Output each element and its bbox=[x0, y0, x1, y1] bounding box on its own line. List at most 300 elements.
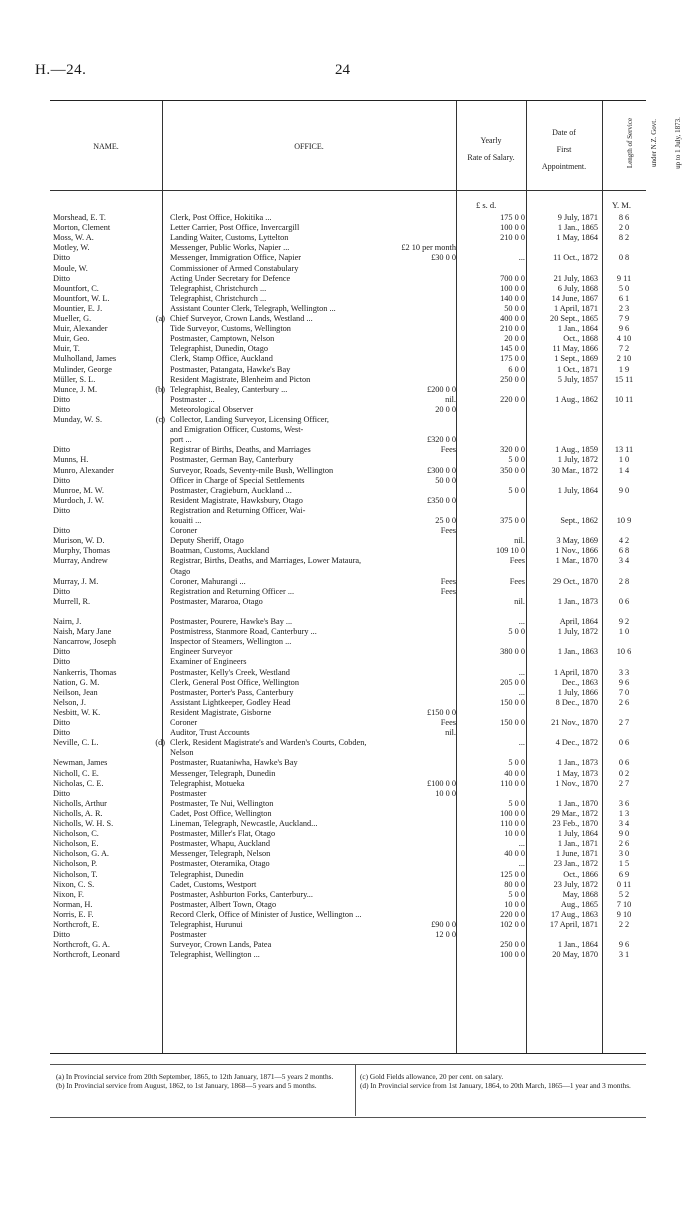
row-date: 1 April, 1870 bbox=[553, 667, 598, 677]
row-name: Nicholls, A. R. bbox=[53, 808, 103, 818]
row-office: Postmaster ... bbox=[170, 394, 215, 404]
row-length: 7 10 bbox=[616, 899, 632, 909]
row-salary: 40 0 0 bbox=[504, 768, 525, 778]
row-date: 4 Dec., 1872 bbox=[555, 738, 598, 748]
row-salary: 5 0 0 bbox=[508, 758, 525, 768]
row-salary: 380 0 0 bbox=[500, 647, 525, 657]
row-length: 1 0 bbox=[618, 627, 630, 637]
row-length: 1 4 bbox=[618, 465, 630, 475]
row-length: 8 2 bbox=[618, 233, 630, 243]
column-header-salary-line2: Rate of Salary. bbox=[467, 153, 515, 162]
row-office-amount: Fees bbox=[440, 576, 456, 586]
row-length: 0 8 bbox=[618, 253, 630, 263]
row-salary: 5 0 0 bbox=[508, 455, 525, 465]
row-length: 2 8 bbox=[618, 576, 630, 586]
row-office: kouaiti ... bbox=[170, 516, 202, 525]
row-length: 8 6 bbox=[618, 213, 630, 222]
row-office: Messenger, Immigration Office, Napier bbox=[170, 253, 302, 263]
row-name: Murphy, Thomas bbox=[53, 546, 110, 556]
row-name: Nesbitt, W. K. bbox=[53, 707, 101, 717]
row-office: Registration and Returning Officer, Wai- bbox=[170, 505, 306, 515]
row-salary: 50 0 0 bbox=[504, 303, 525, 313]
row-office: Cadet, Customs, Westport bbox=[170, 879, 257, 889]
row-office-amount: nil. bbox=[445, 394, 456, 404]
row-office: Postmaster, Patangata, Hawke's Bay bbox=[170, 364, 291, 374]
row-date: 1 Jan., 1873 bbox=[557, 758, 598, 768]
row-office-amount: Fees bbox=[440, 718, 456, 727]
row-length: 6 8 bbox=[618, 546, 630, 556]
row-salary: 175 0 0 bbox=[500, 354, 525, 364]
row-name: Morshead, E. T. bbox=[53, 213, 106, 222]
row-office: Postmaster, Oteramika, Otago bbox=[170, 859, 270, 869]
row-length: 5 0 bbox=[618, 283, 630, 293]
row-name: Nicholas, C. E. bbox=[53, 778, 104, 788]
row-office: Record Clerk, Office of Minister of Justice, Wellington ... bbox=[170, 909, 362, 919]
row-salary: 100 0 0 bbox=[500, 223, 525, 233]
row-name: Munce, J. M. bbox=[53, 384, 98, 394]
row-date: Oct., 1866 bbox=[563, 869, 598, 879]
row-salary: 5 0 0 bbox=[508, 627, 525, 637]
row-name: Murdoch, J. W. bbox=[53, 495, 104, 505]
row-salary: Fees bbox=[509, 576, 525, 586]
length-units: Y. M. bbox=[612, 200, 631, 210]
row-salary: 175 0 0 bbox=[500, 213, 525, 222]
row-name: Northcroft, E. bbox=[53, 920, 100, 929]
row-name: Murison, W. D. bbox=[53, 536, 105, 546]
row-length: 2 2 bbox=[618, 920, 630, 929]
row-name: Ditto bbox=[53, 657, 71, 667]
row-office: Telegraphist, Bealey, Canterbury ... bbox=[170, 384, 288, 394]
row-office: Telegraphist, Christchurch ... bbox=[170, 283, 267, 293]
row-office: Postmaster, Ashburton Forks, Canterbury... bbox=[170, 889, 313, 899]
row-office: Letter Carrier, Post Office, Invercargill bbox=[170, 223, 300, 233]
row-office: Telegraphist, Christchurch ... bbox=[170, 293, 267, 303]
row-office-amount: Fees bbox=[440, 586, 456, 596]
row-date: 23 July, 1872 bbox=[553, 879, 598, 889]
row-name: Mountier, E. J. bbox=[53, 303, 103, 313]
row-name: Muir, Geo. bbox=[53, 334, 90, 344]
row-name: Munns, H. bbox=[53, 455, 89, 465]
row-name: Nixon, C. S. bbox=[53, 879, 95, 889]
row-office-amount: £300 0 0 bbox=[426, 465, 456, 475]
row-office: Lineman, Telegraph, Newcastle, Auckland... bbox=[170, 819, 318, 828]
row-date: 1 Aug., 1859 bbox=[555, 445, 598, 455]
row-name: Nicholls, Arthur bbox=[53, 798, 107, 808]
row-salary: 100 0 0 bbox=[500, 283, 525, 293]
column-header-date-line3: Appointment. bbox=[541, 162, 587, 171]
row-office-amount: Fees bbox=[440, 445, 456, 455]
row-office: Resident Magistrate, Blenheim and Picton bbox=[170, 374, 311, 384]
row-date: 1 Jan., 1873 bbox=[557, 596, 598, 606]
row-length: 2 0 bbox=[618, 223, 630, 233]
row-name: Murray, J. M. bbox=[53, 576, 99, 586]
row-date: April, 1864 bbox=[559, 617, 598, 626]
footnote-a: (a) In Provincial service from 20th September, 1865, to 12th January, 1871—5 years 2 months. bbox=[56, 1072, 334, 1081]
row-name: Mountfort, W. L. bbox=[53, 293, 110, 303]
row-length: 2 7 bbox=[618, 718, 630, 727]
row-date: Sept., 1862 bbox=[560, 516, 598, 525]
row-name: Morton, Clement bbox=[53, 223, 111, 233]
row-length: 10 9 bbox=[616, 516, 632, 525]
row-date: 1 July, 1872 bbox=[557, 455, 598, 465]
row-salary: Fees bbox=[509, 556, 525, 566]
row-length: 9 0 bbox=[618, 485, 630, 495]
row-office: Meteorological Observer bbox=[170, 404, 254, 414]
row-date: 3 May, 1869 bbox=[556, 536, 598, 546]
row-length: 0 6 bbox=[618, 738, 630, 748]
row-office: Telegraphist, Wellington ... bbox=[170, 950, 260, 960]
row-date: 1 May, 1873 bbox=[556, 768, 598, 778]
row-salary: 80 0 0 bbox=[504, 879, 525, 889]
row-office: port ... bbox=[170, 435, 192, 445]
row-office-amount: £350 0 0 bbox=[426, 495, 456, 505]
row-office: Chief Surveyor, Crown Lands, Westland ... bbox=[170, 314, 313, 323]
row-office-amount: £150 0 0 bbox=[426, 707, 456, 717]
column-header-salary bbox=[456, 135, 526, 164]
row-office: Postmaster, Whapu, Auckland bbox=[170, 839, 270, 849]
row-salary: 125 0 0 bbox=[500, 869, 525, 879]
row-name: Mountfort, C. bbox=[53, 283, 99, 293]
row-salary: 250 0 0 bbox=[500, 940, 525, 950]
row-salary: ... bbox=[518, 738, 525, 748]
row-office-amount: 12 0 0 bbox=[435, 930, 456, 940]
row-salary: 145 0 0 bbox=[500, 344, 525, 354]
row-office-amount: 50 0 0 bbox=[435, 475, 456, 485]
row-date: 1 Jan., 1865 bbox=[557, 223, 598, 233]
column-header-date bbox=[526, 127, 602, 173]
row-length: 7 0 bbox=[618, 687, 630, 697]
row-office: Nelson bbox=[170, 748, 194, 758]
row-date: 29 Oct., 1870 bbox=[552, 576, 598, 586]
row-name: Nankerris, Thomas bbox=[53, 667, 117, 677]
row-salary: 220 0 0 bbox=[500, 909, 525, 919]
row-office: Surveyor, Crown Lands, Patea bbox=[170, 940, 272, 950]
page-number: 24 bbox=[335, 62, 350, 78]
row-length: 2 10 bbox=[616, 354, 632, 364]
row-office: Postmaster bbox=[170, 788, 207, 798]
row-date: 1 Oct., 1871 bbox=[556, 364, 598, 374]
footnotes-left bbox=[56, 1072, 348, 1090]
row-length: 0 6 bbox=[618, 758, 630, 768]
row-salary: 210 0 0 bbox=[500, 324, 525, 334]
footnote-d: (d) In Provincial service from 1st January, 1864, to 20th March, 1865—1 year and 3 months. bbox=[360, 1081, 631, 1090]
footnote-b: (b) In Provincial service from August, 1862, to 1st January, 1868—5 years and 5 months. bbox=[56, 1081, 317, 1090]
row-office: Auditor, Trust Accounts bbox=[170, 728, 250, 738]
row-salary: 109 10 0 bbox=[495, 546, 525, 556]
row-name: Neville, C. L. bbox=[53, 738, 99, 748]
row-salary: ... bbox=[518, 617, 525, 626]
row-office: Acting Under Secretary for Defence bbox=[170, 273, 291, 283]
row-name: Motley, W. bbox=[53, 243, 90, 253]
row-office: Postmaster, Pourere, Hawke's Bay ... bbox=[170, 617, 293, 626]
row-length: 5 2 bbox=[618, 889, 630, 899]
row-office: Resident Magistrate, Hawksbury, Otago bbox=[170, 495, 303, 505]
row-salary: ... bbox=[518, 859, 525, 869]
row-salary: nil. bbox=[514, 536, 525, 546]
row-name: Ditto bbox=[53, 475, 71, 485]
row-date: 5 July, 1857 bbox=[557, 374, 598, 384]
row-office: Deputy Sheriff, Otago bbox=[170, 536, 244, 546]
row-name: Nicholson, P. bbox=[53, 859, 98, 869]
row-name: Neilson, Jean bbox=[53, 687, 98, 697]
row-office: Postmaster, Miller's Flat, Otago bbox=[170, 829, 276, 839]
row-date: 1 July, 1864 bbox=[557, 829, 598, 839]
row-salary: 140 0 0 bbox=[500, 293, 525, 303]
row-date: 20 May, 1870 bbox=[552, 950, 598, 960]
column-header-length-line3: up to 1 July, 1873. bbox=[674, 117, 682, 169]
row-date: 23 Jan., 1872 bbox=[553, 859, 598, 869]
row-name: Mulholland, James bbox=[53, 354, 117, 364]
row-salary: 100 0 0 bbox=[500, 950, 525, 960]
row-length: 9 10 bbox=[616, 909, 632, 919]
row-name: Ditto bbox=[53, 445, 71, 455]
row-office-amount: £90 0 0 bbox=[431, 920, 456, 929]
row-salary: 102 0 0 bbox=[500, 920, 525, 929]
row-name: Nixon, F. bbox=[53, 889, 84, 899]
row-length: 9 6 bbox=[618, 940, 630, 950]
row-office: Assistant Counter Clerk, Telegraph, Wellington ... bbox=[170, 303, 336, 313]
row-name: Nation, G. M. bbox=[53, 677, 100, 687]
row-length: 9 11 bbox=[616, 273, 632, 283]
row-name: Nicholson, C. bbox=[53, 829, 99, 839]
row-length: 10 6 bbox=[616, 647, 632, 657]
column-header-office: OFFICE. bbox=[294, 142, 324, 151]
row-date: 1 July, 1864 bbox=[557, 485, 598, 495]
row-office: Postmaster, Camptown, Nelson bbox=[170, 334, 275, 344]
row-office-amount: 10 0 0 bbox=[435, 788, 456, 798]
row-name: Nicholson, G. A. bbox=[53, 849, 110, 859]
row-office-amount: 25 0 0 bbox=[435, 516, 456, 525]
row-salary: 400 0 0 bbox=[500, 314, 525, 323]
row-name: Ditto bbox=[53, 253, 71, 263]
row-length: 9 6 bbox=[618, 677, 630, 687]
table-row bbox=[0, 949, 700, 961]
row-office: Telegraphist, Hurunui bbox=[170, 920, 243, 929]
row-office: Coroner bbox=[170, 718, 198, 727]
row-office: Telegraphist, Motueka bbox=[170, 778, 245, 788]
row-name: Moule, W. bbox=[53, 263, 88, 273]
row-length: 2 3 bbox=[618, 303, 630, 313]
row-name: Norris, E. F. bbox=[53, 909, 94, 919]
row-date: 1 Jan., 1870 bbox=[557, 798, 598, 808]
row-date: 6 July, 1868 bbox=[557, 283, 598, 293]
row-office-amount: nil. bbox=[445, 728, 456, 738]
row-salary: ... bbox=[518, 839, 525, 849]
row-length: 0 2 bbox=[618, 768, 630, 778]
row-salary: 20 0 0 bbox=[504, 334, 525, 344]
row-salary: 5 0 0 bbox=[508, 798, 525, 808]
row-length: 1 3 bbox=[618, 808, 630, 818]
row-name: Nancarrow, Joseph bbox=[53, 637, 117, 647]
row-length: 3 1 bbox=[618, 950, 630, 960]
row-office-amount: £30 0 0 bbox=[431, 253, 456, 263]
row-salary: 5 0 0 bbox=[508, 485, 525, 495]
row-length: 3 0 bbox=[618, 849, 630, 859]
row-name: Munroe, M. W. bbox=[53, 485, 104, 495]
row-date: 1 Nov., 1870 bbox=[555, 778, 598, 788]
row-office: Engineer Surveyor bbox=[170, 647, 233, 657]
row-name: Naish, Mary Jane bbox=[53, 627, 112, 637]
row-length: 3 4 bbox=[618, 819, 630, 828]
row-name: Northcroft, G. A. bbox=[53, 940, 110, 950]
row-length: 6 9 bbox=[618, 869, 630, 879]
row-date: 9 July, 1871 bbox=[557, 213, 598, 222]
row-office: Messenger, Public Works, Napier ... bbox=[170, 243, 290, 253]
column-header-salary-line1: Yearly bbox=[480, 136, 502, 145]
row-office: Postmaster, Cragieburn, Auckland ... bbox=[170, 485, 292, 495]
row-office: Clerk, Resident Magistrate's and Warden's Courts, Cobden, bbox=[170, 738, 367, 748]
header-rule bbox=[50, 190, 646, 191]
row-office-amount: £200 0 0 bbox=[426, 384, 456, 394]
row-length: 4 2 bbox=[618, 536, 630, 546]
row-office: Tide Surveyor, Customs, Wellington bbox=[170, 324, 291, 334]
row-name: Ditto bbox=[53, 647, 71, 657]
row-name: Mulinder, George bbox=[53, 364, 112, 374]
row-office: Coroner, Mahurangi ... bbox=[170, 576, 246, 586]
row-name: Nicholls, W. H. S. bbox=[53, 819, 114, 828]
row-date: 1 May, 1864 bbox=[556, 233, 598, 243]
row-office-amount: Fees bbox=[440, 526, 456, 536]
row-length: 3 6 bbox=[618, 798, 630, 808]
row-name: Nelson, J. bbox=[53, 697, 86, 707]
row-salary: 350 0 0 bbox=[500, 465, 525, 475]
row-office: Postmaster, German Bay, Canterbury bbox=[170, 455, 294, 465]
row-office: Messenger, Telegraph, Nelson bbox=[170, 849, 271, 859]
row-length: 2 6 bbox=[618, 697, 630, 707]
row-date: 1 June, 1871 bbox=[555, 849, 598, 859]
row-name: Northcroft, Leonard bbox=[53, 950, 120, 960]
row-office: Postmaster bbox=[170, 930, 207, 940]
row-date: 1 July, 1866 bbox=[557, 687, 598, 697]
row-office: Cadet, Post Office, Wellington bbox=[170, 808, 272, 818]
row-salary: 110 0 0 bbox=[500, 778, 525, 788]
row-salary: 250 0 0 bbox=[500, 374, 525, 384]
row-office: Officer in Charge of Special Settlements bbox=[170, 475, 305, 485]
row-length: 10 11 bbox=[614, 394, 634, 404]
column-header-length-line2: under N.Z. Govt. bbox=[650, 118, 658, 168]
row-length: 0 6 bbox=[618, 596, 630, 606]
row-length: 4 10 bbox=[616, 334, 632, 344]
row-length: 7 2 bbox=[618, 344, 630, 354]
row-name: Nicholson, T. bbox=[53, 869, 98, 879]
row-salary: 10 0 0 bbox=[504, 829, 525, 839]
row-office: Clerk, Stamp Office, Auckland bbox=[170, 354, 273, 364]
row-office: Boatman, Customs, Auckland bbox=[170, 546, 270, 556]
row-length: 1 9 bbox=[618, 364, 630, 374]
row-name: Nicholl, C. E. bbox=[53, 768, 99, 778]
row-name: Ditto bbox=[53, 394, 71, 404]
row-length: 9 0 bbox=[618, 829, 630, 839]
row-name: Murrell, R. bbox=[53, 596, 91, 606]
column-header-date-line1: Date of bbox=[552, 128, 576, 137]
row-name: Ditto bbox=[53, 586, 71, 596]
row-office: Landing Waiter, Customs, Lyttelton bbox=[170, 233, 289, 243]
row-date: 1 Aug., 1862 bbox=[555, 394, 598, 404]
row-salary: ... bbox=[518, 687, 525, 697]
row-office: Postmaster, Albert Town, Otago bbox=[170, 899, 277, 909]
row-name: Muir, Alexander bbox=[53, 324, 108, 334]
row-office: Registrar, Births, Deaths, and Marriages, Lower Mataura, bbox=[170, 556, 362, 566]
row-office-amount: 20 0 0 bbox=[435, 404, 456, 414]
row-footnote-mark: (d) bbox=[155, 738, 165, 748]
row-length: 7 9 bbox=[618, 314, 630, 323]
row-name: Nairn, J. bbox=[53, 617, 82, 626]
row-office: Postmaster, Ruataniwha, Hawke's Bay bbox=[170, 758, 298, 768]
row-salary: ... bbox=[518, 667, 525, 677]
row-office: Surveyor, Roads, Seventy-mile Bush, Wellington bbox=[170, 465, 334, 475]
row-footnote-mark: (a) bbox=[155, 314, 165, 323]
row-date: 1 Mar., 1870 bbox=[555, 556, 598, 566]
row-name: Moss, W. A. bbox=[53, 233, 94, 243]
row-office: Commissioner of Armed Constabulary bbox=[170, 263, 299, 273]
row-date: Oct., 1868 bbox=[563, 334, 598, 344]
row-salary: 40 0 0 bbox=[504, 849, 525, 859]
row-name: Muir, T. bbox=[53, 344, 80, 354]
row-office: Postmistress, Stanmore Road, Canterbury ... bbox=[170, 627, 317, 637]
row-office: Coroner bbox=[170, 526, 198, 536]
row-date: 1 Jan., 1871 bbox=[557, 839, 598, 849]
row-date: 30 Mar., 1872 bbox=[551, 465, 598, 475]
footnotes-right bbox=[360, 1072, 642, 1090]
row-salary: 205 0 0 bbox=[500, 677, 525, 687]
row-name: Ditto bbox=[53, 788, 71, 798]
row-salary: 150 0 0 bbox=[500, 718, 525, 727]
row-length: 13 11 bbox=[614, 445, 634, 455]
row-office: Postmaster, Porter's Pass, Canterbury bbox=[170, 687, 294, 697]
row-office-amount: £2 10 per month bbox=[401, 243, 456, 253]
row-date: 21 July, 1863 bbox=[553, 273, 598, 283]
row-name: Ditto bbox=[53, 718, 71, 727]
row-footnote-mark: (c) bbox=[155, 415, 165, 424]
row-name: Ditto bbox=[53, 526, 71, 536]
row-salary: 700 0 0 bbox=[500, 273, 525, 283]
row-salary: 10 0 0 bbox=[504, 899, 525, 909]
row-name: Munro, Alexander bbox=[53, 465, 114, 475]
row-date: 29 Mar., 1872 bbox=[551, 808, 598, 818]
row-salary: ... bbox=[518, 253, 525, 263]
row-salary: 5 0 0 bbox=[508, 889, 525, 899]
row-name: Munday, W. S. bbox=[53, 415, 103, 424]
row-office: Otago bbox=[170, 566, 191, 576]
row-length: 6 1 bbox=[618, 293, 630, 303]
document-series: H.—24. bbox=[35, 62, 87, 78]
row-name: Mueller, G. bbox=[53, 314, 92, 323]
row-date: 11 Oct., 1872 bbox=[553, 253, 598, 263]
row-office: Examiner of Engineers bbox=[170, 657, 247, 667]
row-office: Postmaster, Te Nui, Wellington bbox=[170, 798, 274, 808]
row-office: Assistant Lightkeeper, Godley Head bbox=[170, 697, 291, 707]
column-header-length bbox=[610, 101, 698, 185]
column-header-length-line1: Length of Service bbox=[626, 117, 634, 169]
column-header-date-line2: First bbox=[556, 145, 572, 154]
row-length: 9 6 bbox=[618, 324, 630, 334]
row-office: Collector, Landing Surveyor, Licensing Officer, bbox=[170, 415, 329, 424]
row-salary: 220 0 0 bbox=[500, 394, 525, 404]
row-date: Aug., 1865 bbox=[560, 899, 598, 909]
row-length: 15 11 bbox=[614, 374, 634, 384]
row-name: Newman, James bbox=[53, 758, 108, 768]
row-salary: 320 0 0 bbox=[500, 445, 525, 455]
row-length: 3 4 bbox=[618, 556, 630, 566]
row-date: 1 Jan., 1864 bbox=[557, 324, 598, 334]
row-office: and Emigration Officer, Customs, West- bbox=[170, 425, 304, 435]
row-office: Registrar of Births, Deaths, and Marriages bbox=[170, 445, 311, 455]
row-name: Müller, S. L. bbox=[53, 374, 96, 384]
row-name: Ditto bbox=[53, 273, 71, 283]
row-office: Postmaster, Kelly's Creek, Westland bbox=[170, 667, 290, 677]
row-date: May, 1868 bbox=[562, 889, 598, 899]
row-salary: 6 0 0 bbox=[508, 364, 525, 374]
